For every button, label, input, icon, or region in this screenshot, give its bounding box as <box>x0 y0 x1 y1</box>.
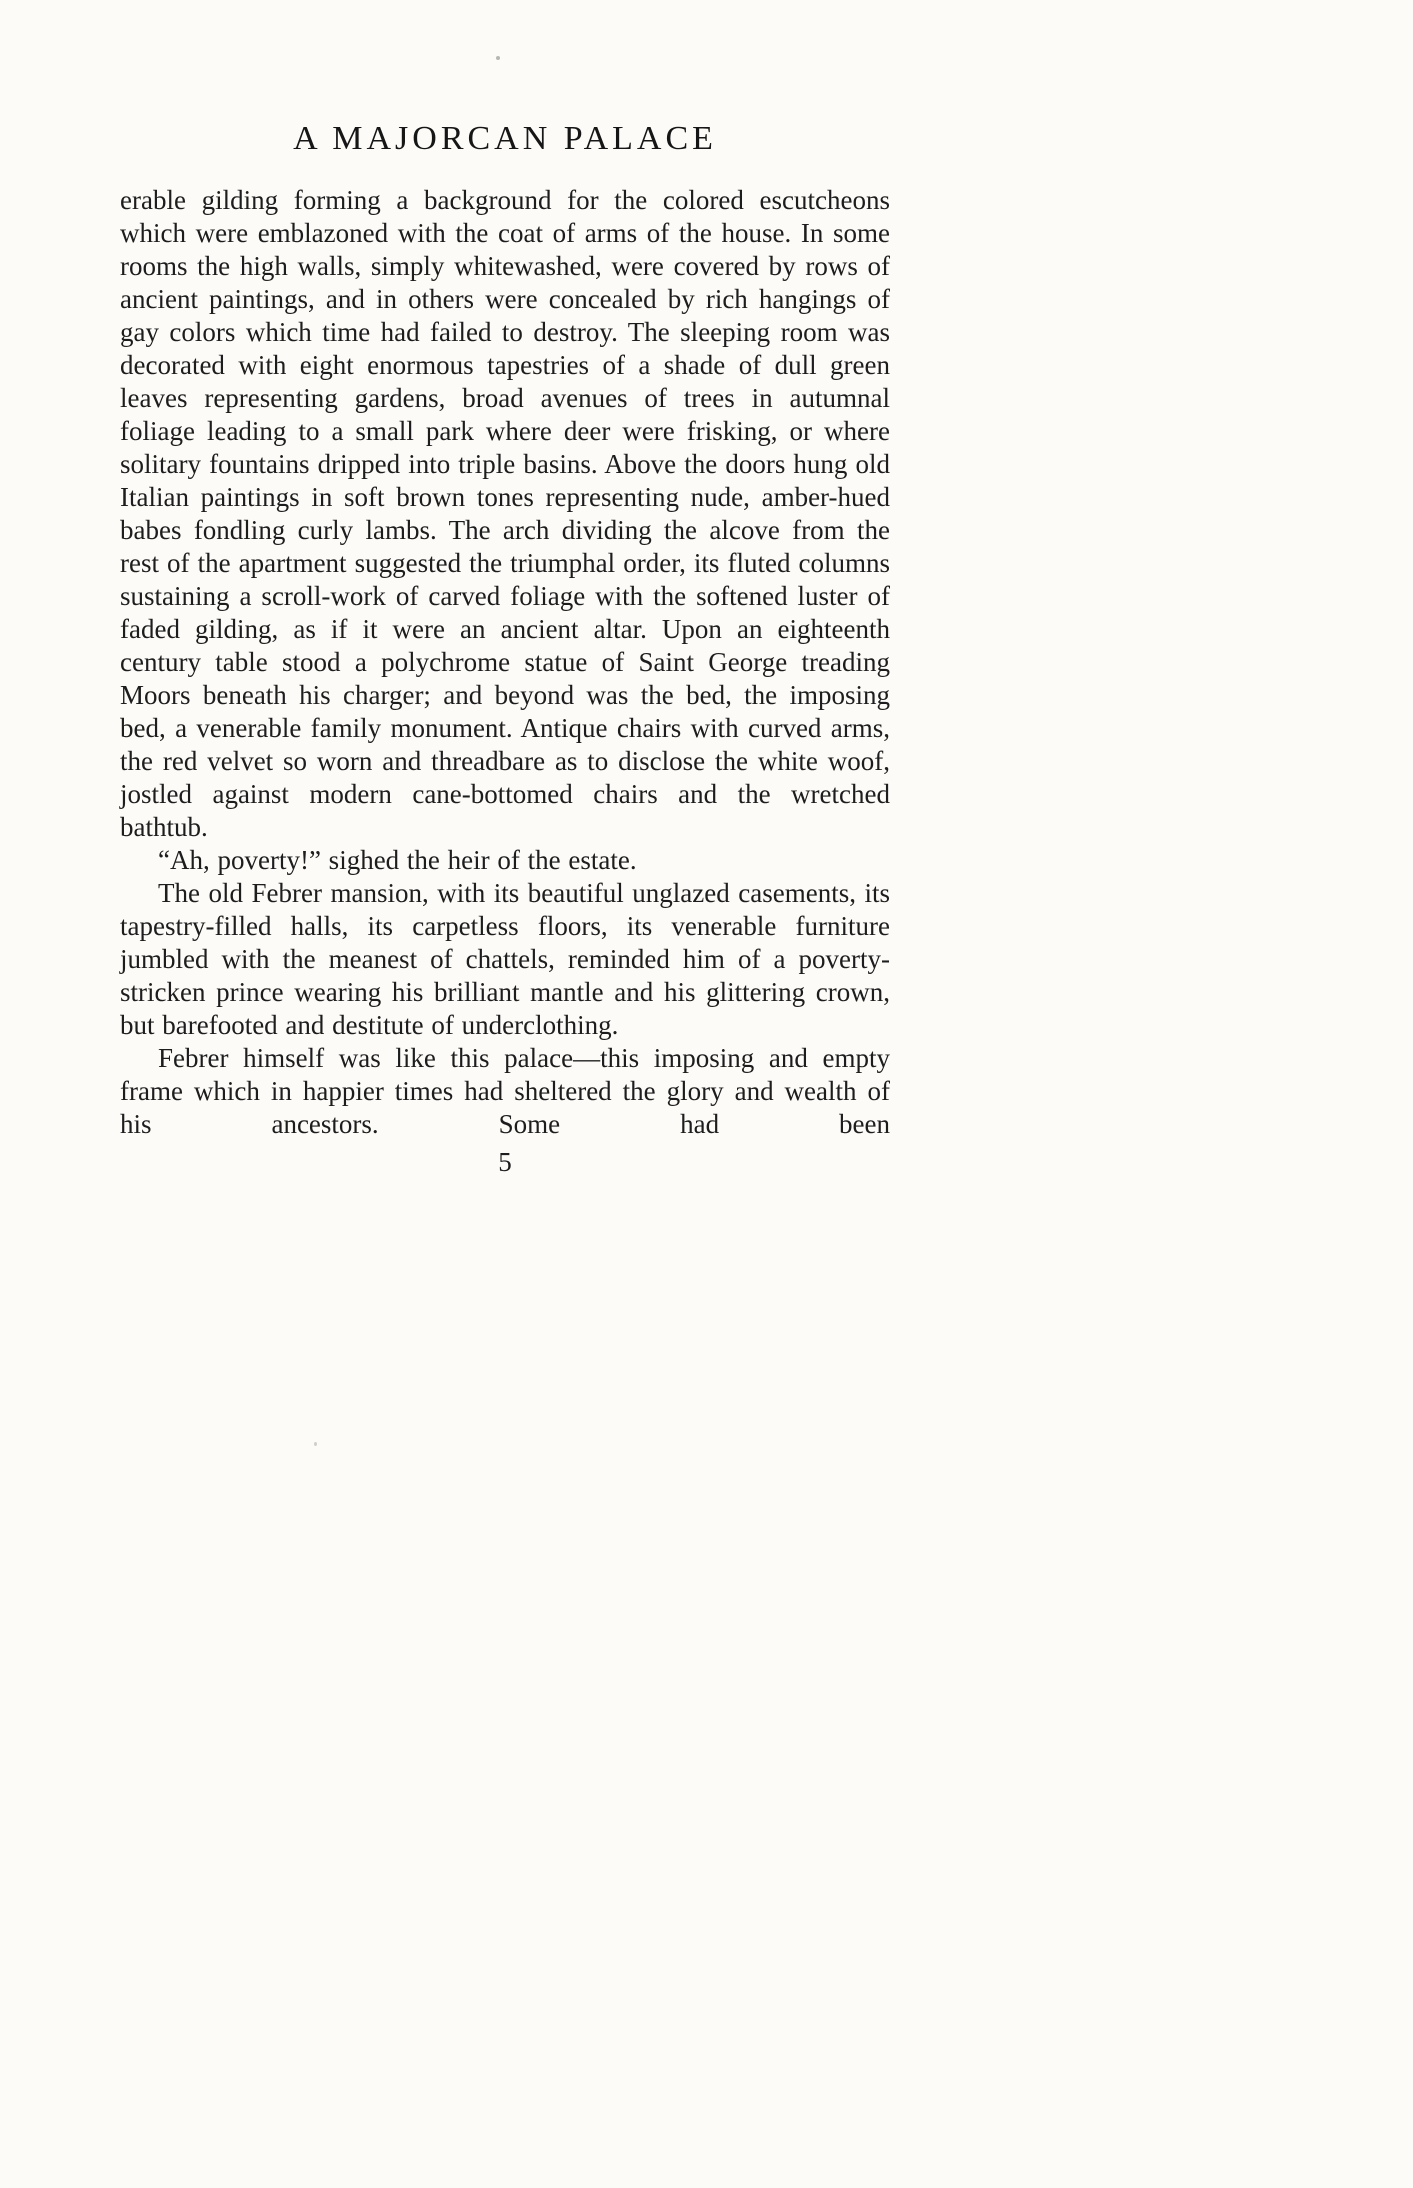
paragraph-mansion: The old Febrer mansion, with its beautiful unglazed casements, its tapestry-filled halls, its carpetless floors, its venerable furniture jumbled with the meanest of chattels, reminded him of a poverty-stricken prince wearing his brilliant mantle and his glittering crown, but barefooted and destitute of underclothing. <box>120 878 890 1040</box>
scan-speck-icon <box>496 56 500 60</box>
text-block <box>120 120 890 1179</box>
paragraph-continuation: erable gilding forming a background for the colored escutcheons which were emblazoned with the coat of arms of the house. In some rooms the high walls, simply whitewashed, were covered by rows of ancient paintings, and in others were concealed by rich hangings of gay colors which time had failed to destroy. The sleeping room was decorated with eight enormous tapestries of a shade of dull green leaves representing gardens, broad avenues of trees in autumnal foliage leading to a small park where deer were frisking, or where solitary fountains dripped into triple basins. Above the doors hung old Italian paintings in soft brown tones representing nude, amber-hued babes fondling curly lambs. The arch dividing the alcove from the rest of the apartment suggested the triumphal order, its fluted columns sustaining a scroll-work of carved foliage with the softened luster of faded gilding, as if it were an ancient altar. Upon an eighteenth century table stood a polychrome statue of Saint George treading Moors beneath his charger; and beyond was the bed, the imposing bed, a venerable family monument. Antique chairs with curved arms, the red velvet so worn and threadbare as to disclose the white woof, jostled against modern cane-bottomed chairs and the wretched bathtub. <box>120 185 890 842</box>
scan-speck-icon <box>314 1442 317 1446</box>
page-title: A MAJORCAN PALACE <box>293 120 717 157</box>
paragraph-quote: “Ah, poverty!” sighed the heir of the estate. <box>158 845 637 875</box>
paragraph-febrer: Febrer himself was like this palace—this imposing and empty frame which in happier times had sheltered the glory and wealth of his ancestors. Some had been <box>120 1043 890 1139</box>
page-number: 5 <box>498 1147 512 1177</box>
